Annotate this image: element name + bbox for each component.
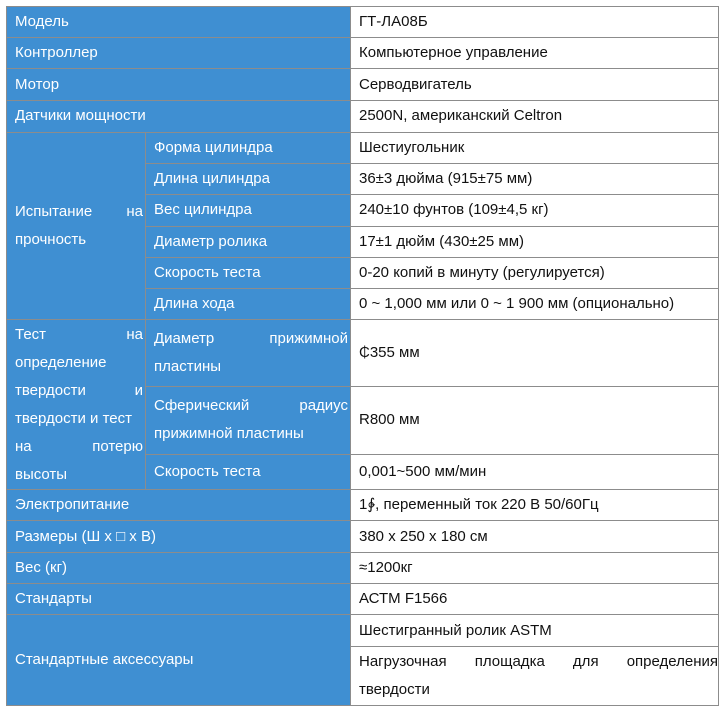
label-dimensions: Размеры (Ш x □ x В) <box>7 521 351 553</box>
value-cylinder-length: 36±3 дюйма (915±75 мм) <box>351 163 719 194</box>
label-stroke-length: Длина хода <box>146 289 351 320</box>
label-cylinder-shape: Форма цилиндра <box>146 132 351 163</box>
label-test-speed: Скорость теста <box>146 258 351 289</box>
table-row-controller <box>7 38 719 69</box>
label-load-sensors: Датчики мощности <box>7 101 351 132</box>
group-label-line: твердости и тест <box>15 409 132 427</box>
label-plate-radius <box>146 386 351 454</box>
table-row-dimensions <box>7 521 719 553</box>
table-row-model <box>7 7 719 38</box>
value-accessory: Нагрузочная площадка для определения твердости <box>351 646 719 705</box>
value-load-sensors: 2500N, американский Celtron <box>351 101 719 132</box>
value-cylinder-shape: Шестиугольник <box>351 132 719 163</box>
group-label-line: твердости и <box>15 381 143 399</box>
table-row-standards <box>7 584 719 615</box>
table-row-accessories <box>7 615 719 646</box>
value-dimensions: 380 x 250 x 180 см <box>351 521 719 553</box>
value-accessory: Шестигранный ролик ASTM <box>351 615 719 646</box>
group-label-line: прочность <box>15 230 87 248</box>
label-controller: Контроллер <box>7 38 351 69</box>
table-row-weight <box>7 553 719 584</box>
value-plate-radius: R800 мм <box>351 386 719 454</box>
value-motor: Серводвигатель <box>351 69 719 101</box>
label-line: пластины <box>154 358 222 376</box>
label-weight: Вес (кг) <box>7 553 351 584</box>
group-label-line: высоты <box>15 465 68 483</box>
label-motor: Мотор <box>7 69 351 101</box>
label-roller-diameter: Диаметр ролика <box>146 226 351 257</box>
spec-table <box>6 6 719 706</box>
label-cylinder-weight: Вес цилиндра <box>146 194 351 226</box>
label-line: Сферический радиус <box>154 397 348 415</box>
label-cylinder-length: Длина цилиндра <box>146 163 351 194</box>
label-power: Электропитание <box>7 489 351 520</box>
value-test-speed: 0-20 копий в минуту (регулируется) <box>351 258 719 289</box>
group-label-line: определение <box>15 353 107 371</box>
label-hardness-test-speed: Скорость теста <box>146 454 351 489</box>
label-line: Диаметр прижимной <box>154 330 348 348</box>
value-controller: Компьютерное управление <box>351 38 719 69</box>
label-standards: Стандарты <box>7 584 351 615</box>
value-cylinder-weight: 240±10 фунтов (109±4,5 кг) <box>351 194 719 226</box>
table-row <box>7 320 719 387</box>
value-model: ГТ-ЛА08Б <box>351 7 719 38</box>
table-row-motor <box>7 69 719 101</box>
group-label-line: Испытание на <box>15 202 143 220</box>
table-row-power <box>7 489 719 520</box>
value-stroke-length: 0 ~ 1,000 мм или 0 ~ 1 900 мм (опционально) <box>351 289 719 320</box>
value-weight: ≈1200кг <box>351 553 719 584</box>
value-standards: АСТМ F1566 <box>351 584 719 615</box>
group-label-line: на потерю <box>15 437 143 455</box>
group-label-strength-test <box>7 132 146 320</box>
group-label-hardness-test <box>7 320 146 490</box>
group-label-line: Тест на <box>15 325 143 343</box>
table-row <box>7 132 719 163</box>
label-model: Модель <box>7 7 351 38</box>
label-accessories: Стандартные аксессуары <box>7 615 351 706</box>
table-row-load-sensors <box>7 101 719 132</box>
value-power: 1∲, переменный ток 220 В 50/60Гц <box>351 489 719 520</box>
value-hardness-test-speed: 0,001~500 мм/мин <box>351 454 719 489</box>
value-roller-diameter: 17±1 дюйм (430±25 мм) <box>351 226 719 257</box>
label-line: прижимной пластины <box>154 425 304 443</box>
label-plate-diameter <box>146 320 351 387</box>
value-plate-diameter: ₵355 мм <box>351 320 719 387</box>
